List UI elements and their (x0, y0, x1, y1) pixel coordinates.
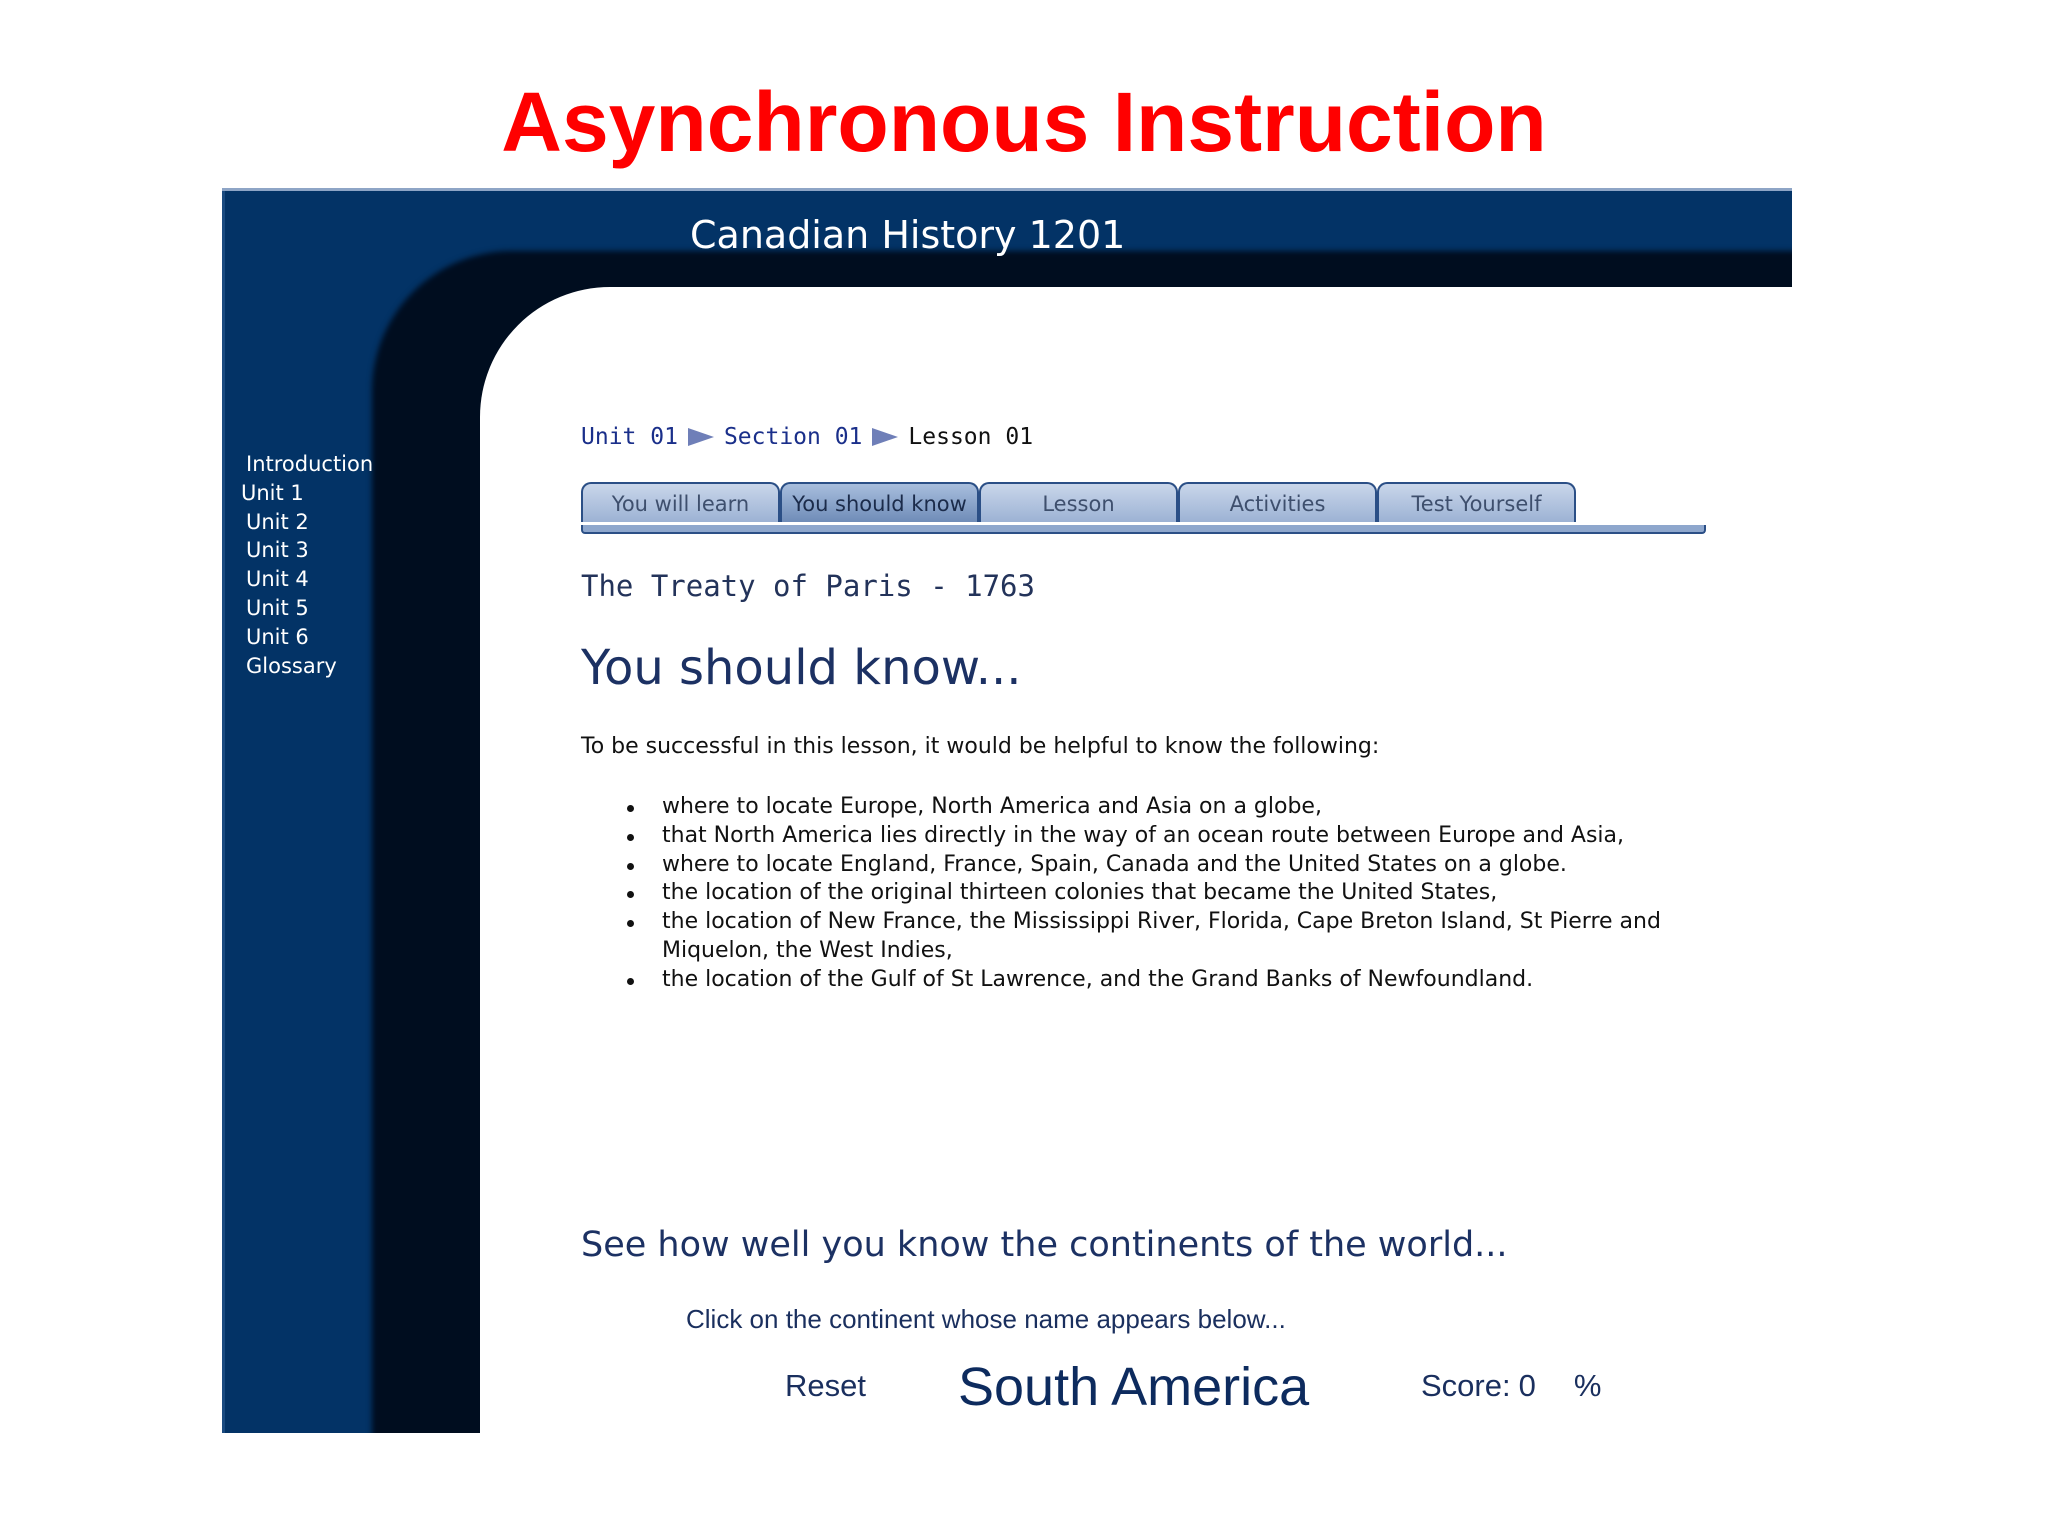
world-map-globe[interactable] (688, 1253, 1638, 1433)
lesson-tabs (581, 482, 1721, 526)
list-item: where to locate England, France, Spain, Canada and the United States on a globe. (627, 851, 1717, 880)
tab-you-should-know[interactable]: You should know (780, 482, 979, 522)
tab-lesson[interactable]: Lesson (979, 482, 1178, 522)
sidebar-item-glossary[interactable]: Glossary (246, 653, 337, 678)
tab-test-yourself[interactable]: Test Yourself (1377, 482, 1576, 522)
breadcrumb-section[interactable]: Section 01 (723, 424, 863, 450)
score-value: 0 (1518, 1368, 1536, 1403)
quiz-heading: See how well you know the continents of the world... (581, 1225, 1508, 1265)
sidebar-item-unit-1[interactable]: Unit 1 (241, 480, 304, 505)
sidebar-item-unit-6[interactable]: Unit 6 (246, 624, 309, 649)
breadcrumb-unit[interactable]: Unit 01 (581, 424, 678, 450)
sidebar-item-unit-3[interactable]: Unit 3 (246, 538, 309, 563)
section-heading: You should know... (581, 640, 1022, 696)
reset-button[interactable]: Reset (785, 1368, 866, 1403)
sidebar-item-unit-2[interactable]: Unit 2 (246, 509, 309, 534)
list-item: that North America lies directly in the way of an ocean route between Europe and Asia, (627, 822, 1717, 851)
list-item: the location of the original thirteen colonies that became the United States, (627, 879, 1717, 908)
list-item: the location of New France, the Mississippi River, Florida, Cape Breton Island, St Pierre and Miquelon, the West Indies, (627, 908, 1717, 966)
sidebar-nav (222, 450, 373, 680)
sidebar-item-unit-5[interactable]: Unit 5 (246, 595, 309, 620)
list-item: the location of the Gulf of St Lawrence, and the Grand Banks of Newfoundland. (627, 966, 1717, 995)
sidebar-item-unit-4[interactable]: Unit 4 (246, 567, 309, 592)
target-continent: South America (958, 1357, 1310, 1417)
breadcrumb (581, 422, 1033, 452)
slide-title: Asynchronous Instruction (501, 75, 1547, 169)
breadcrumb-arrow-icon (872, 428, 898, 446)
prerequisite-list (627, 793, 1717, 995)
score-unit: % (1573, 1368, 1602, 1403)
list-item: where to locate Europe, North America and Asia on a globe, (627, 793, 1717, 822)
score-label: Score: (1421, 1368, 1511, 1403)
app-screenshot (222, 188, 1792, 1433)
course-title: Canadian History 1201 (690, 213, 1126, 257)
tab-underline (581, 525, 1706, 534)
breadcrumb-lesson: Lesson 01 (908, 424, 1034, 450)
tab-activities[interactable]: Activities (1178, 482, 1377, 522)
lesson-title: The Treaty of Paris - 1763 (581, 569, 1035, 603)
quiz-instruction: Click on the continent whose name appears below... (686, 1304, 1286, 1334)
intro-text: To be successful in this lesson, it would be helpful to know the following: (581, 734, 1380, 759)
sidebar-item-introduction[interactable]: Introduction (246, 452, 374, 476)
tab-you-will-learn[interactable]: You will learn (581, 482, 780, 522)
breadcrumb-arrow-icon (688, 428, 714, 446)
